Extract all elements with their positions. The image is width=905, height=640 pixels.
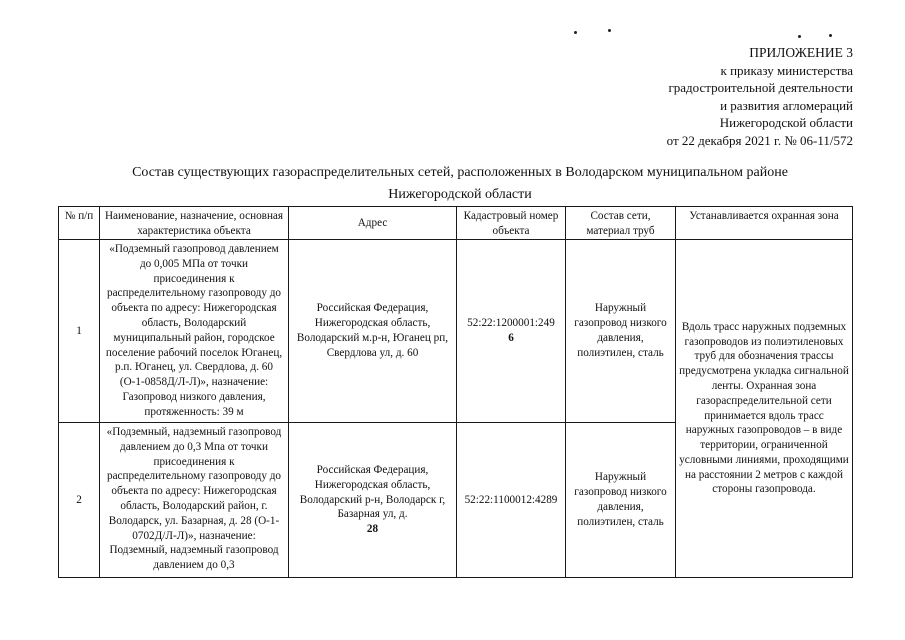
table-header-row [59, 207, 853, 240]
scan-speck [574, 31, 577, 34]
cell-num: 2 [59, 423, 100, 578]
header-name: Наименование, назначение, основная характеристика объекта [100, 207, 289, 240]
appendix-line: к приказу министерства [720, 62, 853, 78]
scan-speck [829, 34, 832, 37]
table-row [59, 240, 853, 423]
gas-network-table [58, 206, 853, 578]
address-tail: 28 [366, 523, 379, 536]
appendix-block [667, 44, 853, 149]
cadastral-main: 52:22:1200001:249 [467, 317, 555, 330]
title-line-2: Нижегородской области [388, 187, 532, 202]
header-composition: Состав сети, материал труб [566, 207, 676, 240]
cell-name: «Подземный, надземный газопровод давлением до 0,3 Мпа от точки присоединения к распределительному газопроводу до объекта по адресу: Нижегородская область, Володарский район, г. Володарск, ул. Базарная, д. 28 (О-1-0702Д/Л-Л)», назначение: Подземный, надземный газопровод давлением до 0,3 [100, 423, 289, 578]
cell-composition: Наружный газопровод низкого давления, полиэтилен, сталь [566, 240, 676, 423]
cell-cadastral: 52:22:1100012:4289 [457, 423, 566, 578]
appendix-line: от 22 декабря 2021 г. № 06-11/572 [666, 132, 853, 148]
cell-address [289, 423, 457, 578]
appendix-line: и развития агломераций [720, 97, 853, 113]
appendix-line: Нижегородской области [719, 115, 853, 130]
scan-speck [608, 29, 611, 32]
title-line-1: Состав существующих газораспределительных сетей, расположенных в Володарском муниципальном районе [132, 165, 788, 180]
address-main: Российская Федерация, Нижегородская область, Володарский р-н, Володарск г, Базарная ул, д. [299, 464, 446, 521]
cell-num: 1 [59, 240, 100, 423]
cell-cadastral [457, 240, 566, 423]
cadastral-tail: 6 [508, 332, 514, 344]
scan-speck [798, 35, 801, 38]
cell-address: Российская Федерация, Нижегородская область, Володарский м.р-н, Юганец рп, Свердлова ул, д. 60 [289, 240, 457, 423]
cell-name: «Подземный газопровод давлением до 0,005 МПа от точки присоединения к распределительному газопроводу до объекта по адресу: Нижегородская область, Володарский муниципальный район, городское поселение рабочий поселок Юганец, р.п. Юганец, ул. Свердлова, д. 60 (О-1-0858Д/Л-Л)», назначение: Газопровод низкого давления, протяженность: 39 м [100, 240, 289, 423]
header-address: Адрес [289, 207, 457, 240]
cell-composition: Наружный газопровод низкого давления, полиэтилен, сталь [566, 423, 676, 578]
header-num: № п/п [59, 207, 100, 240]
appendix-line: градостроительной деятельности [668, 80, 853, 95]
header-zone: Устанавливается охранная зона [676, 207, 853, 240]
header-cadastral: Кадастровый номер объекта [457, 207, 566, 240]
document-title [60, 162, 860, 206]
cell-protection-zone: Вдоль трасс наружных подземных газопроводов из полиэтиленовых труб для обозначения трассы предусмотрена укладка сигнальной ленты. Охранная зона газораспределительной сети принимается вдоль трасс наружных газопроводов – в виде территории, ограниченной условными линиями, проходящими на расстоянии 2 метров с каждой стороны газопровода. [676, 240, 853, 578]
appendix-heading: ПРИЛОЖЕНИЕ 3 [749, 45, 853, 60]
